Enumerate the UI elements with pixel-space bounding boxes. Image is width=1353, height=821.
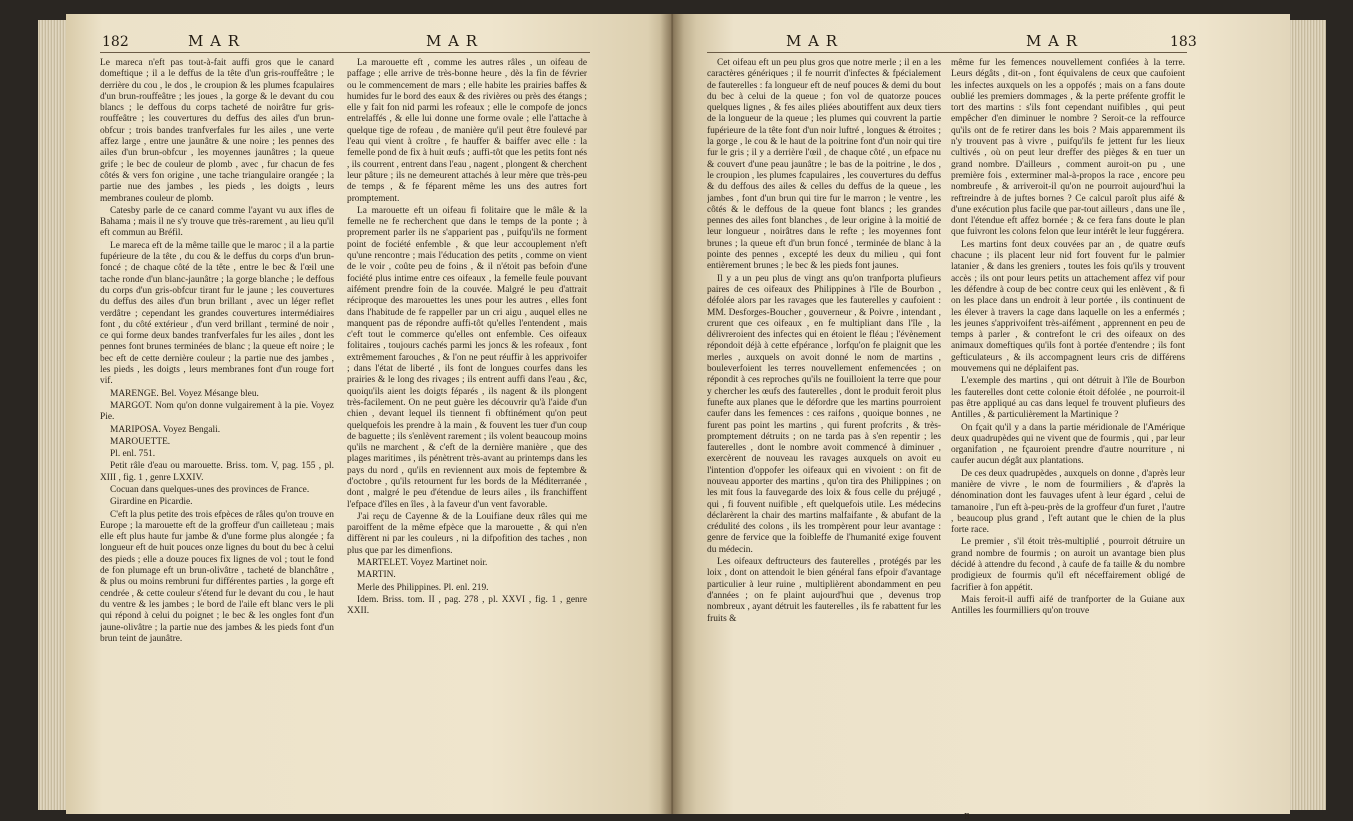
entry-heading: MARIPOSA. Voyez Bengali. xyxy=(110,424,221,435)
entry-heading: MARENGE. Bel. Voyez Mésange bleu. xyxy=(110,388,259,399)
paragraph: Catesby parle de ce canard comme l'ayant vu aux ifles de Bahama ; mais il ne s'y trouve que très-rarement , au lieu qu'il eft commun au Bréfil. xyxy=(100,205,334,239)
paragraph: Les oifeaux deftructeurs des fauterelles , protégés par les loix , dont on attendoit le bien général fans efpoir d'avantage particulier à leur ruine , multiplièrent abondamment en peu d'années ; on fe plaint aujourd'hui que , devenus trop nombreux , ayant détruit les fauterelles , ils fe rabattent fur les fruits & xyxy=(707,557,941,624)
paragraph: Il y a un peu plus de vingt ans qu'on tranfporta plufieurs paires de ces oifeaux des Philippines à l'île de Bourbon , défolée alors par les ravages que les fauterelles y caufoient : MM. Desforges-Boucher , gouverneur , & Poivre , intendant , crurent que ces oifeaux , en fe multipliant dans l'île , la délivreroient des infectes qui en étoient le fléau ; l'évènement répondoit déjà à cette efpérance , lorfqu'on fe plaignit que les merles , auxquels on avoit donné le nom de martins , bouleverfoient les terres nouvellement enfemencées ; on répondit à ces reproches qu'ils ne fouilloient la terre que pour y chercher les œufs des fauterelles , dont le produit feroit plus funefte aux planes que le défordre que les martins pourroient caufer dans les femences : ces raifons , quoique bonnes , ne furent pas point les martins , qui furent profcrits , & très-promptement détruits ; on ne tarda pas à s'en repentir ; les fauterelles , dont le nombre avoit commencé à diminuer , exercèrent de nouveau les ravages auxquels on avoit eu l'intention d'oppofer les oifeaux qui en vivoient : on fit de nouveau apporter des martins , qu'on tira des Philippines ; on les mit fous la fauvegarde des loix & fous celle du préjugé , qui , fi fouvent nuifible , eft quelquefois utile. Les médecins déclarèrent la chair des martins malfaifante , & abufant de la crédulité des colons , ils les trompèrent pour leur avantage : genre de fervice que la foibleffe de l'humanité exige fouvent du médecin. xyxy=(707,273,941,555)
paragraph: même fur les femences nouvellement confiées à la terre. Leurs dégâts , dit-on , font équivalens de ceux que caufoient les infectes auxquels on les a oppofés ; mais on a fans doute oublié les premiers dommages , & la perte préfente groffit le tort des martins : s'ils font cependant nuifibles , qui peut empêcher d'en diminuer le nombre ? Seroit-ce la reffource qu'ils ont de fe retirer dans les bois ? Mais apparemment ils n'y trouvent pas à vivre , puifqu'ils fe jettent fur les lieux cultivés , où on peut leur dreffer des pièges & en tuer un grand nombre. D'ailleurs , comment auroit-on pu , une première fois , exterminer mal-à-propos la race , encore peu nombreufe , & arriveroit-il qu'on ne pourroit aujourd'hui la reftreindre à de juftes bornes ? Ce calcul paroît plus aifé & d'une exécution plus facile que par-tout ailleurs , dans une île , dont l'étendue eft affez bornée ; & ce fera fans doute le plan que fuivront les colons felon que leur intérêt le leur fuggérera. xyxy=(951,58,1185,238)
paragraph: La marouette eft un oifeau fi folitaire que le mâle & la femelle ne fe recherchent que dans le temps de la ponte ; à proprement parler ils ne s'apparient pas , puifqu'ils ne forment point de fociété enfemble , & que leur accouplement n'eft qu'une rencontre ; mais l'éducation des petits , comme on vient de le voir , coûte peu de foins , & il n'étoit pas befoin d'une fociété plus intime entre ces oifeaux , la femelle feule pouvant aifément prendre foin de la couvée. Malgré le peu d'attrait réciproque des marouettes les unes pour les autres , elles font dans l'habitude de fe rappeller par un cri aigu , auquel elles ne manquent pas de répondre auffi-tôt qu'elles l'entendent , mais c'eft tout le commerce qu'elles ont enfemble. Ces oifeaux folitaires , toujours cachés parmi les joncs & les rofeaux , font extrêmement farouches , & l'on ne peut réuffir à les apprivoifer ; dans l'état de liberté , ils font de longues courfes dans les prairies & le long des rivages ; ils entrent auffi dans l'eau , &c, quoiqu'ils aient les doigts féparés , ils nagent & ils plongent très-facilement. On ne peut guère les découvrir qu'à l'aide d'un chien , devant lequel ils tiennent fi obftinément qu'on peut quelquefois les prendre à la main , & fouvent les tuer d'un coup de baguette ; ils s'enlèvent rarement ; ils volent beaucoup moins qu'ils ne marchent , & c'eft de la dernière manière , que des plages maritimes , ils pénètrent très-avant au printemps dans les pays du nord , qu'ils en reviennent aux mois de feptembre & d'octobre , qu'ils retournent fur les bords de la Méditerranée , dont , malgré le peu d'étendue de leurs ailes , ils franchiffent l'efpace d'îles en îles , à la faveur d'un vent favorable. xyxy=(347,205,587,510)
paragraph: Le premier , s'il étoit très-multiplié , pourroit détruire un grand nombre de fourmis ; on auroit un avantage bien plus décidé à attendre du fecond , à caufe de fa taille & du nombre prodigieux de fourmis qu'il eft néceffairement obligé de facrifier à fon appétit. xyxy=(951,537,1185,593)
paragraph: De ces deux quadrupèdes , auxquels on donne , d'après leur manière de vivre , le nom de fourmiliers , & d'après la dénomination dont les fauvages ufent à leur égard , celui de tamanoire , l'un eft à-peu-près de la groffeur d'un furet , l'autre , beaucoup plus grand , l'eft autant que le chien de la plus forte race. xyxy=(951,468,1185,536)
running-head-left-1: M A R xyxy=(188,32,241,50)
signature-mark: B xyxy=(964,812,970,821)
header-rule-left xyxy=(100,52,590,53)
paragraph: Mais feroit-il auffi aifé de tranfporter de la Guiane aux Antilles les fourmilliers qu'on trouve xyxy=(951,594,1185,617)
paragraph: La marouette eft , comme les autres râles , un oifeau de paffage ; elle arrive de très-bonne heure , dès la fin de février ou le commencement de mars ; elle habite les prairies baffes & humides fur le bord des eaux & des rivières ou près des étangs ; elle y fait fon nid parmi les rofeaux ; elle le compofe de joncs entrelaffés , & elle lui donne une forme ovale ; elle l'attache à quelque tige de rofeau , de manière qu'il peut être foulevé par l'eau qui vient à croître , fe hauffer & baiffer avec elle : la femelle pond de fix à huit œufs ; auffi-tôt que les petits font nés , ils courrent , entrent dans l'eau , nagent , plongent & cherchent leur pâture ; ils ne demeurent attachés à leur mère que très-peu de temps , & fe féparent même les uns des autres fort promptement. xyxy=(347,58,587,204)
paragraph: C'eft la plus petite des trois efpèces de râles qu'on trouve en Europe ; la marouette eft de la groffeur d'un cailleteau ; mais elle eft plus haute fur jambe & d'une forme plus alongée ; fa longueur eft de huit pouces onze lignes du bout du bec à celui des pieds ; elle a douze pouces fix lignes de vol ; tout le fond de fon plumage eft un brun-olivâtre , tacheté de blanchâtre , & plus ou moins rembruni fur différentes parties , la gorge eft cendrée , & cette couleur s'étend fur le devant du cou , le haut du ventre & les jambes ; le bord de l'aile eft blanc vers le pli qui répond à celui du poignet ; le bec & les ongles font d'un jaune-olivâtre ; la partie nue des jambes & les pieds font d'un brun teint de jaunâtre. xyxy=(100,509,334,644)
text-column-1 xyxy=(100,58,334,798)
book-gutter xyxy=(660,14,684,814)
paragraph: Le mareca n'eft pas tout-à-fait auffi gros que le canard domeftique ; il a le deffus de la tête d'un gris-rouffeâtre ; le derrière du cou , le dos , le croupion & les plumes fcapulaires d'un brun-rouffeâtre ; les joues , la gorge & le devant du cou blancs ; le deffous du corps tacheté de noirâtre fur gris-rouffeâtre ; les couvertures du deffus des ailes d'un brun-obfcur ; trois bandes tranfverfales fur les ailes , une verte affez large , entre une jaunâtre & une noire ; les pennes des ailes d'un brun-obfcur , les moyennes jaunâtres ; la queue grife ; le bec de couleur de plomb , avec , fur chacun de fes côtés & vers fon origine , une tache triangulaire orangée ; la partie nue des jambes , les pieds , les doigts , leurs membranes couleur de plomb. xyxy=(100,58,334,204)
running-head-left-2: M A R xyxy=(426,32,479,50)
paragraph: Girardine en Picardie. xyxy=(110,497,193,508)
entry-heading: MARTIN. xyxy=(357,570,396,581)
page-number-right: 183 xyxy=(1170,34,1197,50)
entry-heading: MAROUETTE. xyxy=(110,436,171,447)
left-page-edges xyxy=(38,20,68,810)
paragraph: Petit râle d'eau ou marouette. Briss. tom. V, pag. 155 , pl. XIII , fig. 1 , genre LXXIV. xyxy=(100,461,334,483)
running-head-right-2: M A R xyxy=(1026,32,1079,50)
text-column-4 xyxy=(951,58,1185,798)
right-page-edges xyxy=(1288,20,1326,810)
paragraph: Les martins font deux couvées par an , de quatre œufs chacune ; ils placent leur nid fort fouvent fur le palmier latanier , & dans les greniers , toutes les fois qu'ils y trouvent accès ; ils ont pour leurs petits un attachement affez vif pour les défendre à coup de bec contre ceux qui les enlèvent , & fi on les place dans un endroit à leur portée , ils continuent de les élever à travers la cage dans laquelle on les a enfermés ; les jeunes s'apprivoifent très-aifément , apprennent en peu de temps à parler , & contrefont le cri des oifeaux on des animaux domeftiques qu'ils font à portée d'entendre ; ils font gefticulateurs , & ils accompagnent leurs cris de différens mouvemens qui ne déplaifent pas. xyxy=(951,239,1185,375)
paragraph: Merle des Philippines. Pl. enl. 219. xyxy=(357,582,489,593)
paragraph: Pl. enl. 751. xyxy=(110,449,156,460)
entry-heading: MARGOT. Nom qu'on donne vulgairement à la pie. Voyez Pie. xyxy=(100,400,334,423)
text-column-2 xyxy=(347,58,587,798)
paragraph: J'ai reçu de Cayenne & de la Louifiane deux râles qui me paroiffent de la même efpèce que la marouette , & qui n'en diffèrent ni par les couleurs , ni la difpofition des taches , non plus que par les dimenfions. xyxy=(347,511,587,556)
running-head-right-1: M A R xyxy=(786,32,839,50)
paragraph: Cocuan dans quelques-unes des provinces de France. xyxy=(110,484,310,495)
paragraph: Le mareca eft de la même taille que le maroc ; il a la partie fupérieure de la tête , du cou & le deffus du corps d'un brun-foncé ; de chaque côté de la tête , entre le bec & l'œil une tache ronde d'un blanc-jaunâtre ; la gorge blanche ; le deffous du corps d'un gris-obfcur tirant fur le jaune ; les couvertures du deffus des ailes d'un brun brillant , avec un léger reflet verdâtre ; cependant les grandes couvertures intermédiaires font , du côté extérieur , d'un verd brillant , terminé de noir , ce qui forme deux bandes tranfverfales fur les ailes , dont les pennes font brunes terminées de blanc ; la queue eft noire ; le bec eft de cette dernière couleur ; la partie nue des jambes , les pieds , les doigts , leurs membranes font d'un rouge fort vif. xyxy=(100,240,334,387)
paragraph: Cet oifeau eft un peu plus gros que notre merle ; il en a les caractères génériques ; il fe nourrit d'infectes & fpécialement de fauterelles : fa longueur eft de neuf pouces & demi du bout du bec à celui de la queue ; fon vol de quatorze pouces quelques lignes , & fes ailes pliées aboutiffent aux deux tiers de la longueur de la queue ; les plumes qui couvrent la partie fupérieure de la tête font d'un noir luftré , longues & étroites ; la gorge , le cou & le haut de la poitrine font d'un noir qui tire fur le gris ; il y a derrière l'œil , de chaque côté , un efpace nu & couvert d'une peau jaunâtre ; le bas de la poitrine , le dos , le croupion , les plumes fcapulaires , les couvertures du deffus & du deffous des ailes & celles du deffus de la queue , les jambes , font d'un brun qui tire fur le marron ; le ventre , les côtés & le deffous de la queue font blancs ; les grandes pennes des ailes font blanches , de leur origine à la moitié de leur longueur , noirâtres dans le refte ; les moyennes font brunes ; la queue eft d'un brun foncé , terminée de blanc à la pointe des pennes , excepté les deux du milieu , qui font entièrement brunes ; le bec & les pieds font jaunes. xyxy=(707,58,941,272)
entry-heading: MARTELET. Voyez Martinet noir. xyxy=(357,558,488,569)
header-rule-right xyxy=(707,52,1187,53)
paragraph: On fçait qu'il y a dans la partie méridionale de l'Amérique deux quadrupèdes qui ne vivent que de fourmis , qui , par leur organifation , ne fçauroient prendre d'autre nourriture , ni caufer aucun dégât aux plantations. xyxy=(951,422,1185,467)
text-column-3 xyxy=(707,58,941,798)
paragraph: Idem. Briss. tom. II , pag. 278 , pl. XXVI , fig. 1 , genre XXII. xyxy=(347,594,587,617)
page-number-left: 182 xyxy=(102,34,129,50)
paragraph: L'exemple des martins , qui ont détruit à l'île de Bourbon les fauterelles dont cette colonie étoit défolée , ne pourroit-il pas être appliqué au cas dans lequel fe trouvent plufieurs des Antilles , & particulièrement la Martinique ? xyxy=(951,376,1185,421)
